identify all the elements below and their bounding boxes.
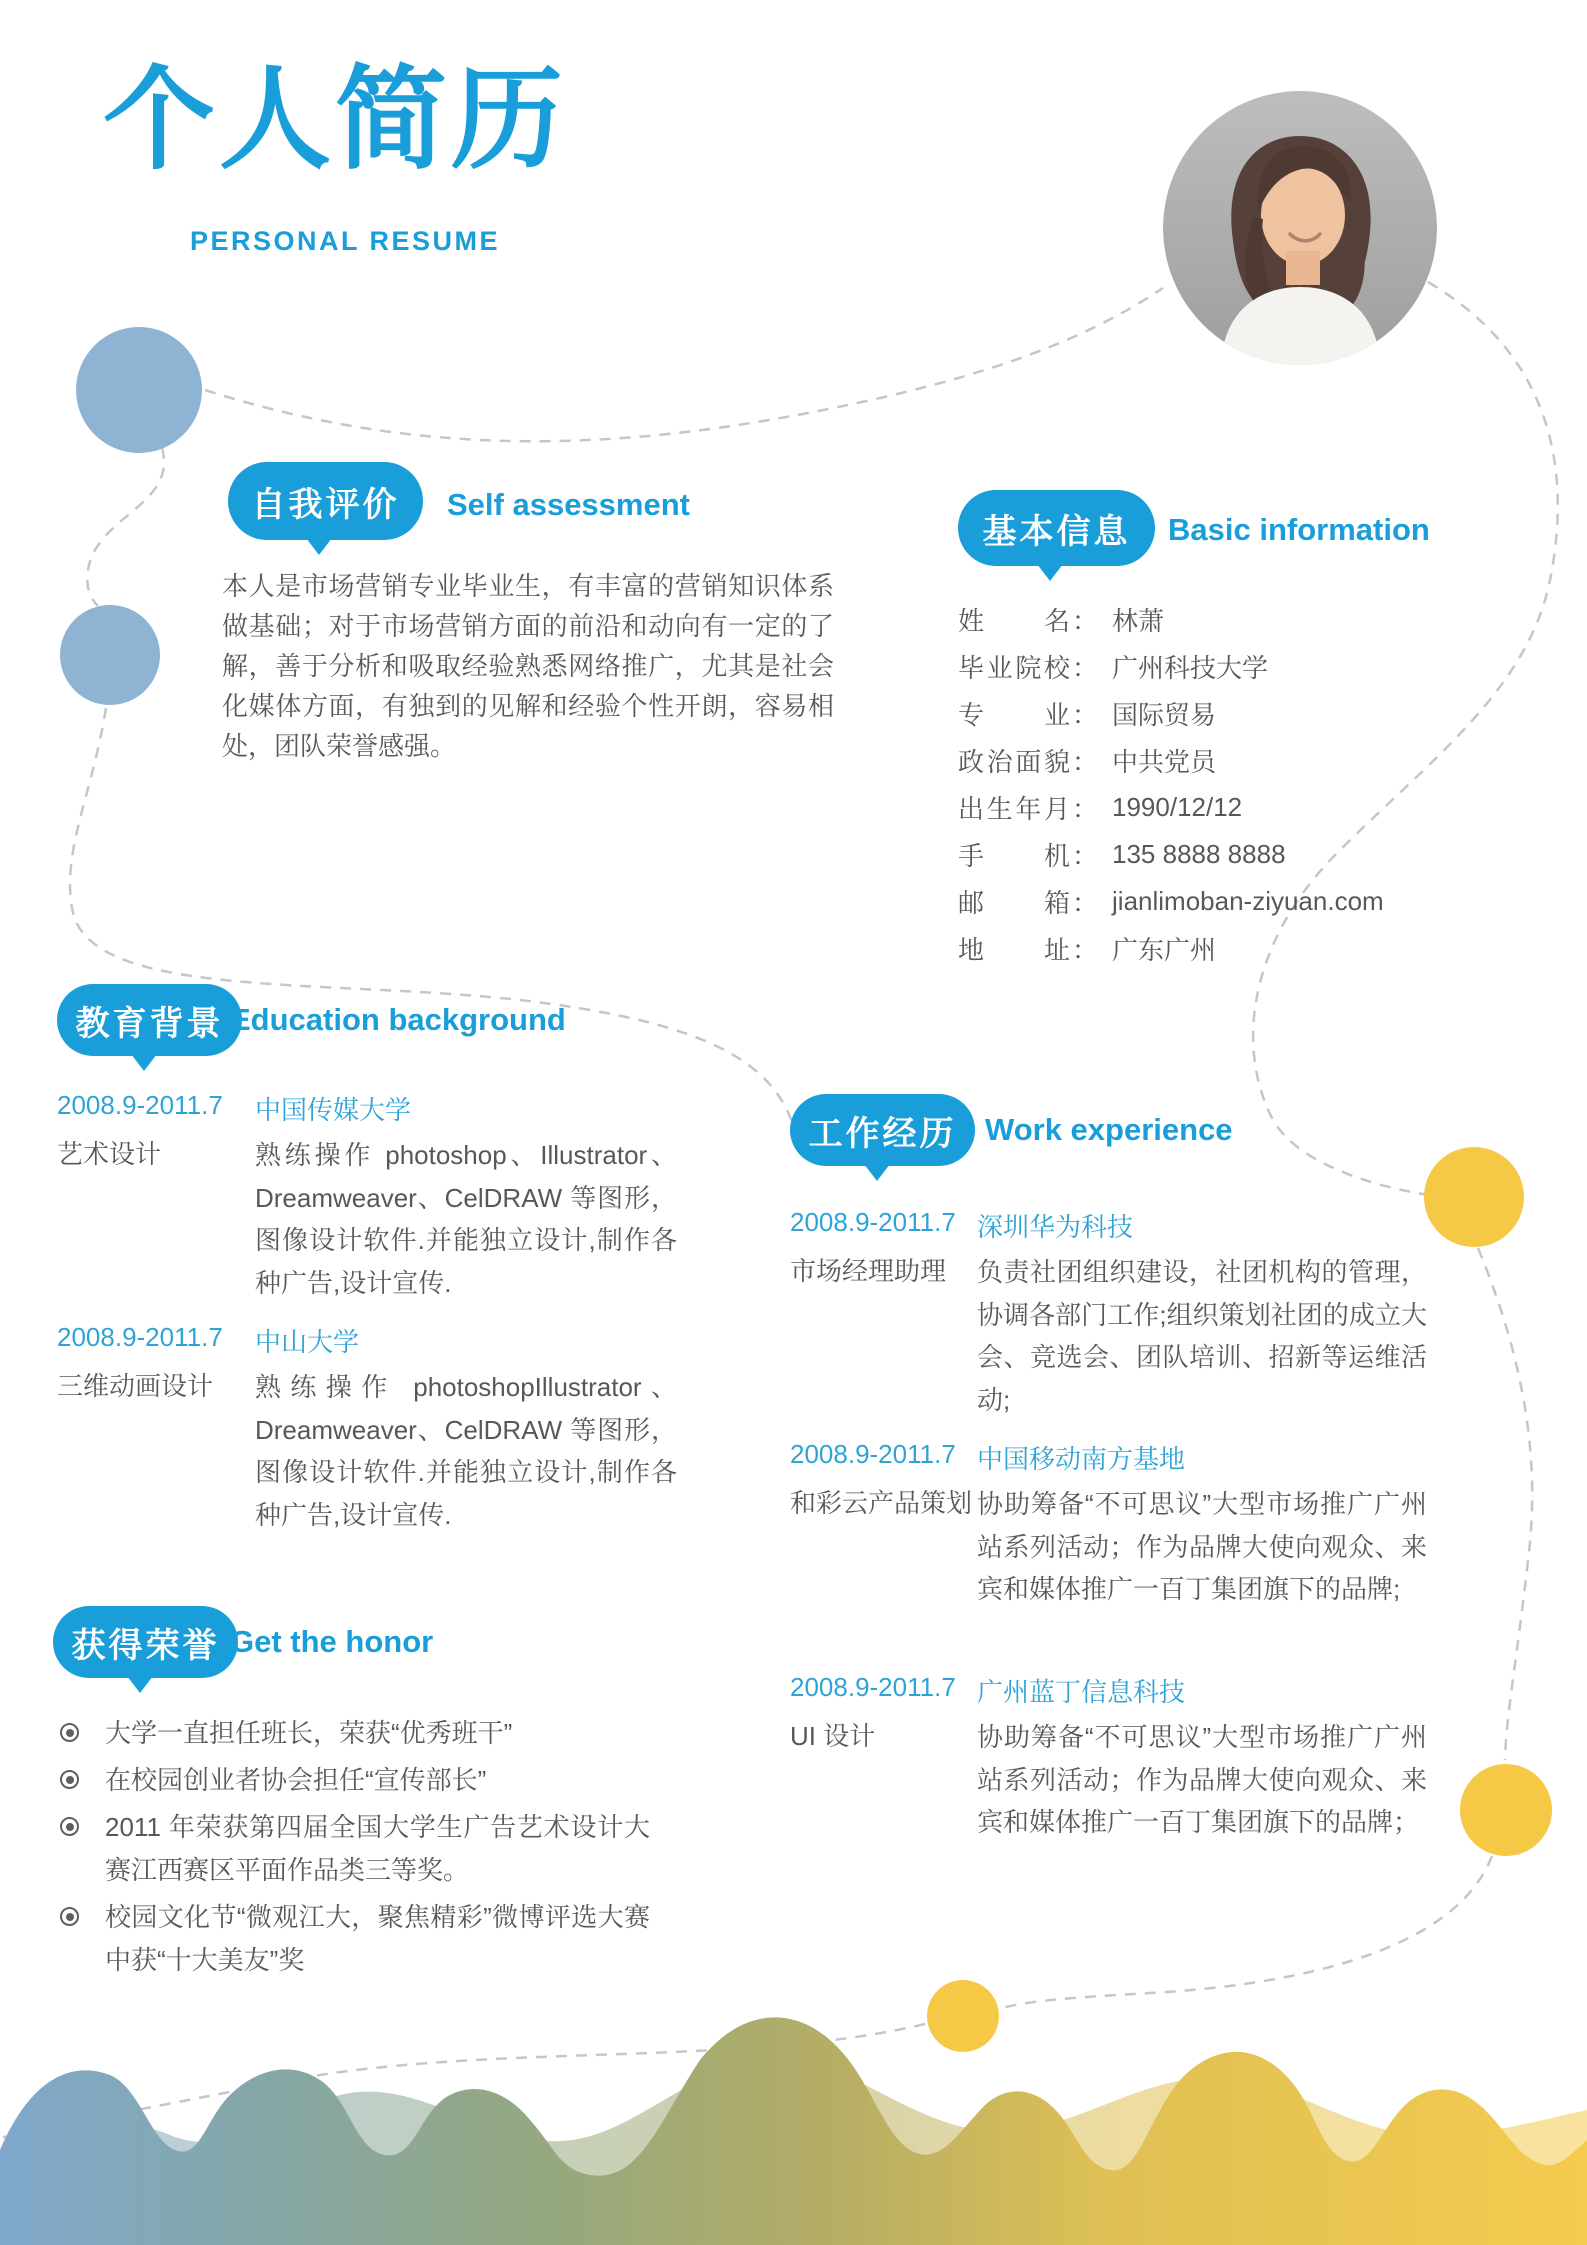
education-major: 艺术设计: [57, 1139, 162, 1169]
basic-info-row-phone: [958, 831, 1438, 878]
yellow-circle-decoration: [1460, 1764, 1552, 1856]
basic-info-row-school: [958, 643, 1438, 690]
field-colon: ：: [1072, 935, 1099, 965]
field-colon: ：: [1072, 747, 1099, 777]
field-colon: ：: [1072, 841, 1099, 871]
honor-list: [60, 1712, 650, 1986]
mountain-wave-decoration: [0, 2000, 1587, 2245]
field-value: 广州科技大学: [1112, 653, 1269, 683]
field-value: jianlimoban-ziyuan.com: [1112, 886, 1384, 916]
field-label: 手机: [958, 841, 1070, 871]
field-value: 135 8888 8888: [1112, 839, 1286, 869]
circled-dot-bullet-icon: [60, 1723, 79, 1742]
field-label: 邮箱: [958, 888, 1070, 918]
honor-text: 在校园创业者协会担任“宣传部长”: [105, 1765, 487, 1795]
honor-item: [60, 1806, 650, 1892]
work-description: 协助筹备“不可思议”大型市场推广广州站系列活动；作为品牌大使向观众、来宾和媒体推广一百丁集团旗下的品牌；: [977, 1722, 1427, 1837]
field-value: 中共党员: [1112, 747, 1217, 777]
field-colon: ：: [1072, 653, 1099, 683]
education-description: 熟练操作 photoshopIllustrator、Dreamweaver、CelDRAW 等图形，图像设计软件.并能独立设计,制作各种广告,设计宣传.: [255, 1372, 677, 1530]
honor-item: [60, 1759, 650, 1802]
section-title-work-experience: Work experience: [985, 1112, 1233, 1147]
field-value: 1990/12/12: [1112, 792, 1243, 822]
profile-photo: [1163, 91, 1437, 365]
page-subtitle: PERSONAL RESUME: [190, 226, 501, 256]
field-label: 地址: [958, 935, 1070, 965]
work-company: 中国移动南方基地: [977, 1444, 1186, 1474]
honor-item: [60, 1896, 650, 1982]
woman-portrait-icon: [1163, 91, 1437, 365]
basic-info-row-birth: [958, 784, 1438, 831]
badge-education: 教育背景: [57, 984, 242, 1056]
field-colon: ：: [1072, 794, 1099, 824]
work-description: 负责社团组织建设，社团机构的管理，协调各部门工作;组织策划社团的成立大会、竞选会、团队培训、招新等运维活动;: [977, 1257, 1427, 1415]
basic-info-field-list: [958, 596, 1438, 972]
work-company: 深圳华为科技: [977, 1212, 1134, 1242]
field-colon: ：: [1072, 606, 1099, 636]
work-role: 市场经理助理: [790, 1256, 947, 1286]
badge-self-assessment: 自我评价: [228, 462, 423, 540]
basic-info-row-email: [958, 878, 1438, 925]
education-description: 熟练操作 photoshop、Illustrator、Dreamweaver、CelDRAW 等图形，图像设计软件.并能独立设计,制作各种广告,设计宣传.: [255, 1140, 677, 1298]
field-value: 国际贸易: [1112, 700, 1217, 730]
honor-item: [60, 1712, 650, 1755]
work-description: 协助筹备“不可思议”大型市场推广广州站系列活动；作为品牌大使向观众、来宾和媒体推广一百丁集团旗下的品牌;: [977, 1489, 1427, 1604]
field-colon: ：: [1072, 888, 1099, 918]
basic-info-row-political: [958, 737, 1438, 784]
field-label: 政治面貌: [958, 747, 1070, 777]
work-role: UI 设计: [790, 1721, 876, 1751]
basic-info-row-address: [958, 925, 1438, 972]
education-period: 2008.9-2011.7: [57, 1090, 223, 1120]
work-company: 广州蓝丁信息科技: [977, 1677, 1186, 1707]
education-school: 中山大学: [255, 1327, 360, 1357]
section-title-education: Education background: [230, 1002, 566, 1037]
basic-info-row-name: [958, 596, 1438, 643]
badge-honor: 获得荣誉: [53, 1606, 238, 1678]
circled-dot-bullet-icon: [60, 1907, 79, 1926]
blue-circle-decoration: [76, 327, 202, 453]
honor-text: 2011 年荣获第四届全国大学生广告艺术设计大赛江西赛区平面作品类三等奖。: [105, 1812, 650, 1885]
field-colon: ：: [1072, 700, 1099, 730]
field-label: 出生年月: [958, 794, 1070, 824]
work-period: 2008.9-2011.7: [790, 1439, 956, 1469]
education-school: 中国传媒大学: [255, 1095, 412, 1125]
work-role: 和彩云产品策划: [790, 1488, 973, 1518]
badge-basic-information: 基本信息: [958, 490, 1155, 566]
blue-circle-decoration: [60, 605, 160, 705]
section-title-self-assessment: Self assessment: [447, 487, 690, 522]
education-major: 三维动画设计: [57, 1371, 214, 1401]
honor-text: 校园文化节“微观江大，聚焦精彩”微博评选大赛中获“十大美友”奖: [105, 1902, 650, 1975]
work-period: 2008.9-2011.7: [790, 1207, 956, 1237]
badge-work-experience: 工作经历: [790, 1094, 975, 1166]
section-title-basic-information: Basic information: [1168, 512, 1430, 547]
yellow-circle-decoration: [1424, 1147, 1524, 1247]
basic-info-row-major: [958, 690, 1438, 737]
field-label: 姓名: [958, 606, 1070, 636]
section-title-honor: Get the honor: [230, 1624, 434, 1659]
field-value: 广东广州: [1112, 935, 1217, 965]
self-assessment-paragraph: 本人是市场营销专业毕业生，有丰富的营销知识体系做基础；对于市场营销方面的前沿和动向有一定的了解，善于分析和吸取经验熟悉网络推广，尤其是社会化媒体方面，有独到的见解和经验个性开朗，容易相处，团队荣誉感强。: [222, 571, 834, 761]
field-label: 毕业院校: [958, 653, 1070, 683]
education-period: 2008.9-2011.7: [57, 1322, 223, 1352]
honor-text: 大学一直担任班长，荣获“优秀班干”: [105, 1718, 513, 1748]
circled-dot-bullet-icon: [60, 1770, 79, 1789]
field-label: 专业: [958, 700, 1070, 730]
field-value: 林萧: [1112, 606, 1165, 636]
circled-dot-bullet-icon: [60, 1817, 79, 1836]
page-title: 个人简历: [103, 57, 567, 182]
yellow-circle-decoration: [927, 1980, 999, 2052]
work-period: 2008.9-2011.7: [790, 1672, 956, 1702]
